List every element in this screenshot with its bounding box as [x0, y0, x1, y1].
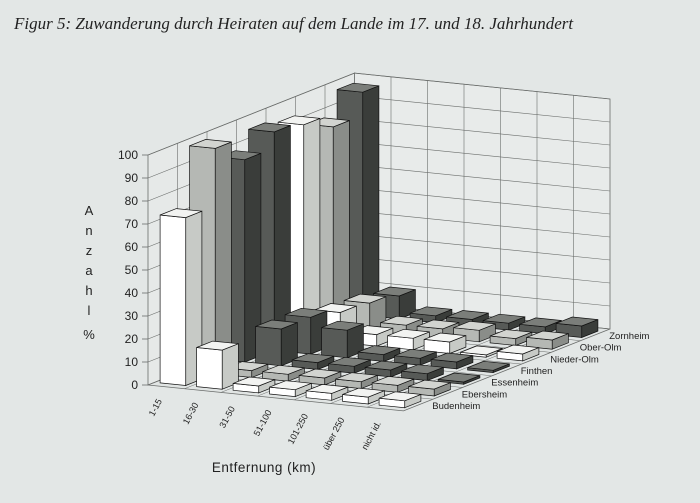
x-category-label: 31-50 — [217, 404, 237, 430]
y-tick-label: 40 — [124, 286, 138, 300]
bar-front — [197, 348, 223, 390]
series-label: Essenheim — [491, 377, 539, 389]
y-tick-label: 10 — [124, 355, 138, 369]
figure-title: Figur 5: Zuwanderung durch Heiraten auf dem Lande im 17. und 18. Jahrhundert — [14, 14, 574, 33]
series-label: Nieder-Olm — [550, 354, 599, 366]
y-tick-label: 30 — [124, 309, 138, 323]
bar-side — [215, 142, 231, 374]
y-tick-label: 0 — [131, 378, 138, 392]
bar-front — [160, 215, 186, 386]
x-category-label: 51-100 — [251, 408, 274, 438]
y-axis-unit: % — [83, 327, 95, 342]
bar-side — [333, 121, 349, 328]
bar-front — [322, 328, 348, 358]
series-label: Finthen — [520, 365, 553, 377]
bar — [197, 341, 239, 389]
y-tick-label: 60 — [124, 240, 138, 254]
y-axis-title — [83, 203, 95, 342]
x-category-label: 1-15 — [146, 397, 164, 418]
x-category-label: 16-30 — [180, 400, 201, 426]
x-category-label: 101-250 — [285, 411, 311, 446]
x-axis-title: Entfernung (km) — [211, 460, 317, 475]
y-tick-label: 20 — [124, 332, 138, 346]
y-axis-letter: l — [87, 303, 91, 318]
series-label: Budenheim — [432, 401, 481, 413]
bar — [160, 209, 202, 386]
bar — [256, 320, 298, 366]
y-tick-label: 70 — [124, 217, 138, 231]
bar-side — [363, 86, 379, 315]
bar-side — [304, 118, 320, 338]
y-axis-ticks — [118, 148, 148, 392]
y-axis-letter: A — [84, 203, 94, 218]
y-axis-letter: h — [85, 283, 93, 298]
y-tick-label: 80 — [124, 194, 138, 208]
x-category-label: über 250 — [320, 415, 347, 452]
y-tick-label: 50 — [124, 263, 138, 277]
series-label: Ober-Olm — [579, 342, 622, 354]
bar — [322, 321, 364, 358]
series-label: Ebersheim — [461, 389, 508, 401]
y-axis-letter: a — [85, 263, 93, 278]
series-label: Zornheim — [609, 330, 650, 342]
y-tick-label: 100 — [117, 148, 138, 162]
y-tick-label: 90 — [124, 171, 138, 185]
bar-front — [256, 326, 282, 365]
y-axis-letter: z — [85, 243, 93, 258]
x-category-label: nicht id. — [359, 419, 383, 452]
y-axis-letter: n — [85, 223, 93, 238]
